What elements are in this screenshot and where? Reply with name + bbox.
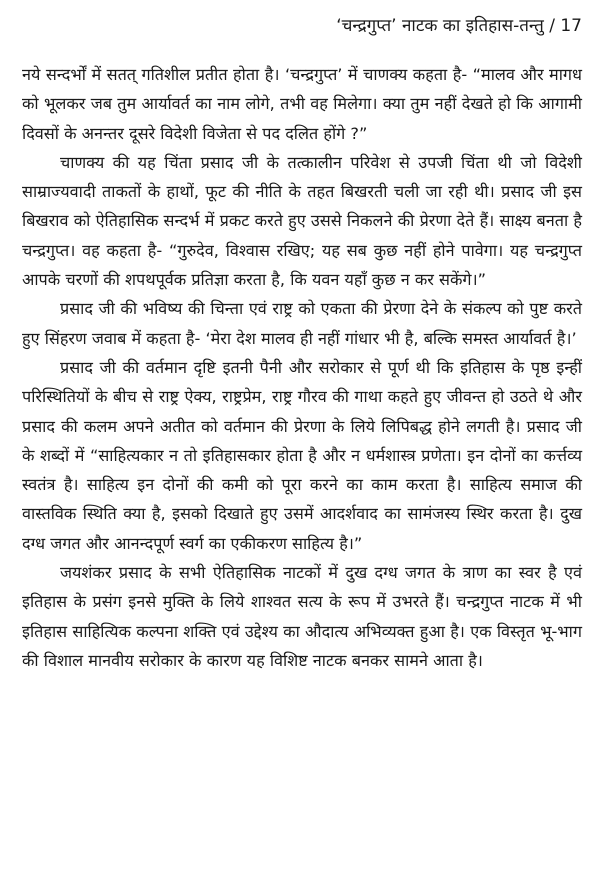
paragraph: प्रसाद जी की वर्तमान दृष्टि इतनी पैनी और सरोकार से पूर्ण थी कि इतिहास के पृष्ठ इन्हीं परिस्थितियों के बीच से राष्ट्र ऐक्य, राष्ट्रप्रेम, राष्ट्र गौरव की गाथा कहते हुए जीवन्त हो उठते थे और प्रसाद की कलम अपने अतीत को वर्तमान की प्रेरणा के लिये लिपिबद्ध होने लगती है। प्रसाद जी के शब्दों में “साहित्यकार न तो इतिहासकार होता है और न धर्मशास्त्र प्रणेता। इन दोनों का कर्त्तव्य स्वतंत्र है। साहित्य इन दोनों की कमी को पूरा करने का काम करता है। साहित्य समाज की वास्तविक स्थिति क्या है, इसको दिखाते हुए उसमें आदर्शवाद का सामंजस्य स्थिर करता है। दुख दग्ध जगत और आनन्दपूर्ण स्वर्ग का एकीकरण साहित्य है।” [22, 357, 582, 553]
running-header: ‘चन्द्रगुप्त’ नाटक का इतिहास-तन्तु / 17 [336, 16, 582, 36]
book-page [22, 12, 582, 872]
paragraph: चाणक्य की यह चिंता प्रसाद जी के तत्कालीन परिवेश से उपजी चिंता थी जो विदेशी साम्राज्यवादी ताकतों के हाथों, फूट की नीति के तहत बिखरती चली जा रही थी। प्रसाद जी इस बिखराव को ऐतिहासिक सन्दर्भ में प्रकट करते हुए उससे निकलने की प्रेरणा देते हैं। साक्ष्य बनता है चन्द्रगुप्त। वह कहता है- “गुरुदेव, विश्वास रखिए; यह सब कुछ नहीं होने पावेगा। यह चन्द्रगुप्त आपके चरणों की शपथपूर्वक प्रतिज्ञा करता है, कि यवन यहाँ कुछ न कर सकेंगे।” [22, 152, 582, 290]
paragraph: जयशंकर प्रसाद के सभी ऐतिहासिक नाटकों में दुख दग्ध जगत के त्राण का स्वर है एवं इतिहास के प्रसंग इनसे मुक्ति के लिये शाश्वत सत्य के रूप में उभरते हैं। चन्द्रगुप्त नाटक में भी इतिहास साहित्यिक कल्पना शक्ति एवं उद्देश्य का औदात्य अभिव्यक्त हुआ है। एक विस्तृत भू-भाग की विशाल मानवीय सरोकार के कारण यह विशिष्ट नाटक बनकर सामने आता है। [22, 563, 582, 670]
body-text [22, 60, 582, 675]
paragraph: प्रसाद जी की भविष्य की चिन्ता एवं राष्ट्र को एकता की प्रेरणा देने के संकल्प को पुष्ट करते हुए सिंहरण जवाब में कहता है- ‘मेरा देश मालव ही नहीं गांधार भी है, बल्कि समस्त आर्यावर्त है।’ [22, 299, 582, 348]
paragraph-continued: नये सन्दर्भों में सतत् गतिशील प्रतीत होता है। ‘चन्द्रगुप्त’ में चाणक्य कहता है- “मालव और मागध को भूलकर जब तुम आर्यावर्त का नाम लोगे, तभी वह मिलेगा। क्या तुम नहीं देखते हो कि आगामी दिवसों के अनन्तर दूसरे विदेशी विजेता से पद दलित होंगे ?” [22, 65, 582, 143]
